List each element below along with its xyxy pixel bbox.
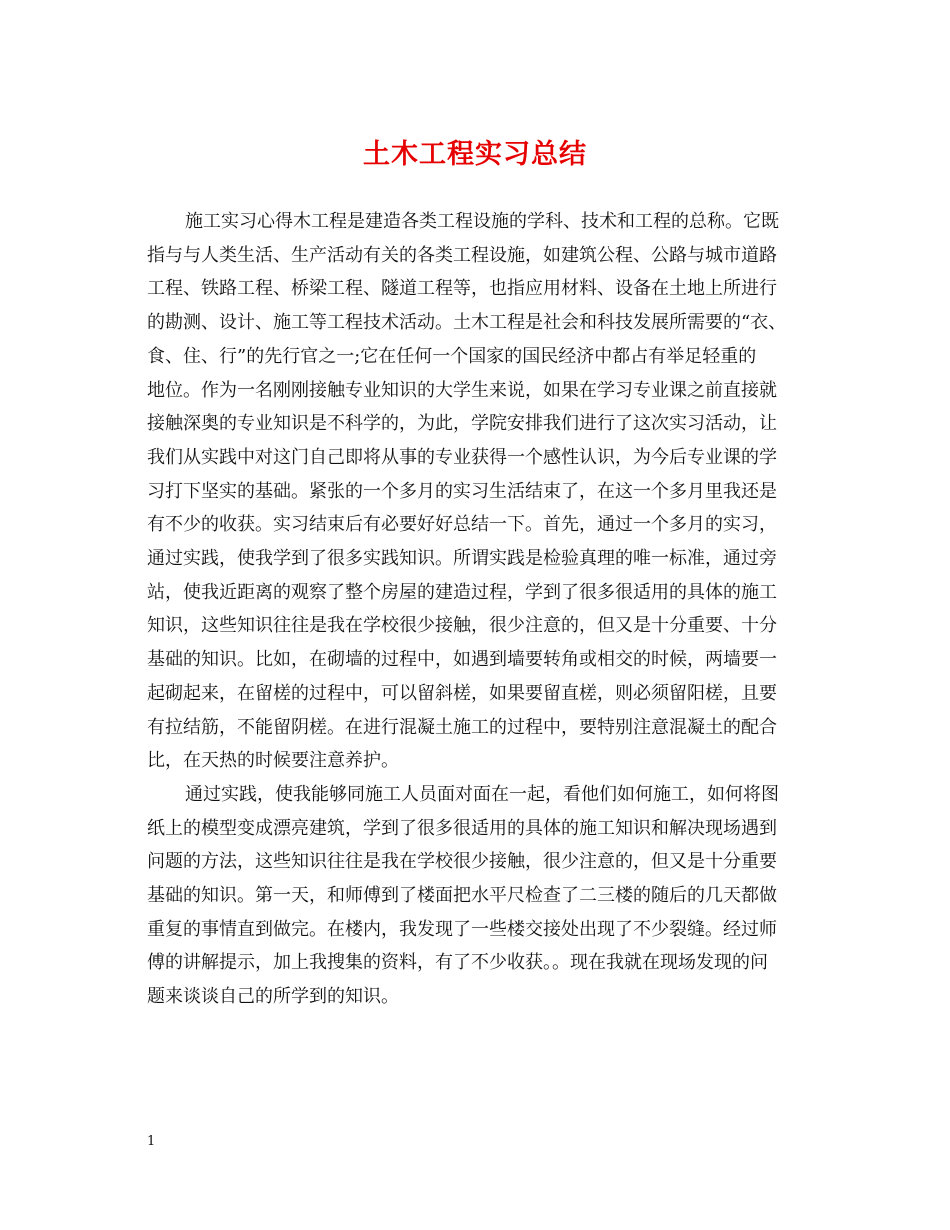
- text-line: 地位。作为一名刚刚接触专业知识的大学生来说，如果在学习专业课之前直接就: [147, 379, 777, 401]
- text-line: 基础的知识。比如，在砌墙的过程中，如遇到墙要转角或相交的时候，两墙要一: [147, 649, 777, 671]
- text-line: 比，在天热的时候要注意养护。: [147, 750, 399, 772]
- text-line: 工程、铁路工程、桥梁工程、隧道工程等，也指应用材料、设备在土地上所进行: [147, 278, 777, 300]
- text-line: 起砌起来，在留槎的过程中，可以留斜槎，如果要留直槎，则必须留阳槎，且要: [147, 682, 777, 704]
- document-body: [147, 205, 807, 1014]
- text-line: 指与与人类生活、生产活动有关的各类工程设施，如建筑公程、公路与城市道路: [147, 244, 777, 266]
- text-line: 问题的方法，这些知识往往是我在学校很少接触，很少注意的，但又是十分重要: [147, 851, 777, 873]
- text-line: 通过实践，使我学到了很多实践知识。所谓实践是检验真理的唯一标准，通过旁: [147, 548, 777, 570]
- text-line: 的勘测、设计、施工等工程技术活动。土木工程是社会和科技发展所需要的“衣、: [147, 312, 787, 334]
- page-number: 1: [147, 1134, 156, 1149]
- text-line: 食、住、行”的先行官之一;它在任何一个国家的国民经济中都占有举足轻重的: [147, 345, 757, 367]
- text-line: 知识，这些知识往往是我在学校很少接触，很少注意的，但又是十分重要、十分: [147, 615, 777, 637]
- text-line: 施工实习心得木工程是建造各类工程设施的学科、技术和工程的总称。它既: [185, 211, 779, 232]
- text-line: 题来谈谈自己的所学到的知识。: [147, 986, 399, 1008]
- text-line: 习打下坚实的基础。紧张的一个多月的实习生活结束了，在这一个多月里我还是: [147, 480, 777, 502]
- text-line: 纸上的模型变成漂亮建筑，学到了很多很适用的具体的施工知识和解决现场遇到: [147, 817, 777, 839]
- paragraph-2: [147, 778, 807, 1014]
- text-line: 接触深奥的专业知识是不科学的，为此，学院安排我们进行了这次实习活动，让: [147, 413, 777, 435]
- text-line: 站，使我近距离的观察了整个房屋的建造过程，学到了很多很适用的具体的施工: [147, 581, 777, 603]
- text-line: 我们从实践中对这门自己即将从事的专业获得一个感性认识，为今后专业课的学: [147, 446, 777, 468]
- text-line: 重复的事情直到做完。在楼内，我发现了一些楼交接处出现了不少裂缝。经过师: [147, 918, 777, 940]
- text-line: 通过实践，使我能够同施工人员面对面在一起，看他们如何施工，如何将图: [185, 783, 779, 805]
- document-title: 土木工程实习总结: [363, 139, 587, 170]
- text-line: 有不少的收获。实习结束后有必要好好总结一下。首先，通过一个多月的实习，: [147, 514, 777, 536]
- text-line: 有拉结筋，不能留阴槎。在进行混凝土施工的过程中，要特别注意混凝土的配合: [147, 716, 777, 738]
- text-line: 傅的讲解提示，加上我搜集的资料，有了不少收获。。现在我就在现场发现的问: [147, 952, 768, 974]
- paragraph-1: [147, 205, 807, 778]
- text-line: 基础的知识。第一天，和师傅到了楼面把水平尺检查了二三楼的随后的几天都做: [147, 885, 777, 907]
